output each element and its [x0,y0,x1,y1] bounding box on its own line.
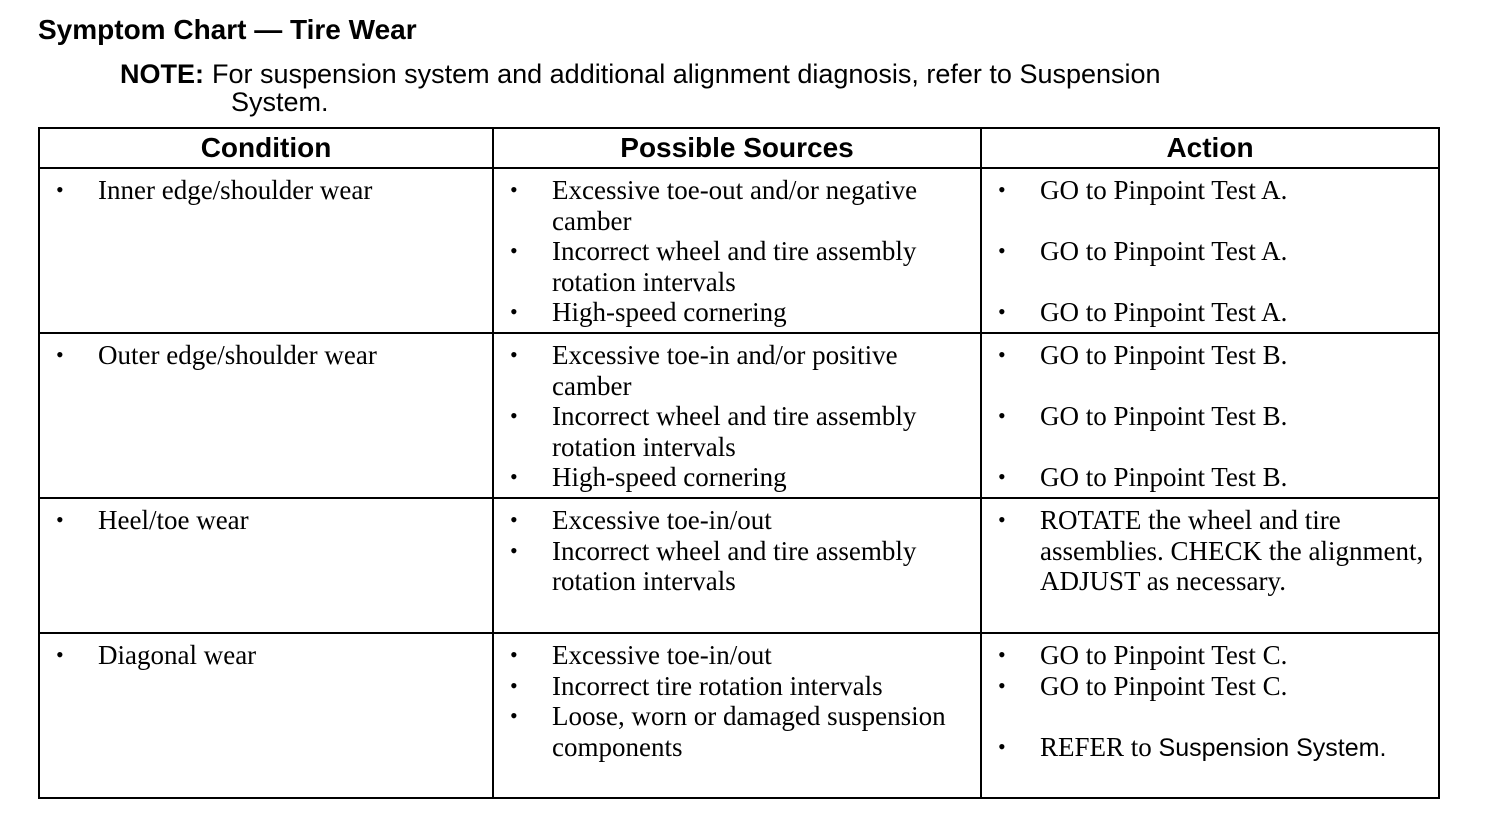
symptom-chart-table [38,127,1440,799]
condition-text: Heel/toe wear [98,505,249,535]
note-line-1 [120,60,1380,88]
action-cell [981,333,1439,498]
condition-text: Outer edge/shoulder wear [98,340,377,370]
action-cell [981,633,1439,798]
bullet: • [998,342,1006,367]
source-text: Incorrect wheel and tire assembly rotation intervals [552,236,917,297]
condition-text: Inner edge/shoulder wear [98,175,373,205]
source-text: Excessive toe-in/out [552,640,772,670]
bullet: • [56,177,64,202]
list-item [996,236,1432,267]
bullet: • [510,703,518,728]
bullet: • [510,342,518,367]
action-text: ROTATE the wheel and tire assemblies. CHECK the alignment, ADJUST as necessary. [1040,505,1424,596]
source-text: Excessive toe-in/out [552,505,772,535]
sources-cell [493,633,981,798]
list-item [54,505,486,536]
table-row [39,633,1439,798]
note-label: NOTE: [120,59,204,89]
bullet: • [998,177,1006,202]
header-possible-sources: Possible Sources [493,128,981,168]
sources-cell [493,333,981,498]
bullet: • [56,342,64,367]
source-text: Incorrect wheel and tire assembly rotation intervals [552,535,917,596]
condition-cell [39,168,493,333]
list-item [996,401,1432,432]
list-item [508,175,974,236]
bullet: • [510,299,518,324]
table-row [39,333,1439,498]
source-text: Excessive toe-in and/or positive camber [552,340,898,401]
source-text: Excessive toe-out and/or negative camber [552,175,918,236]
list-item [508,701,974,762]
bullet: • [998,299,1006,324]
bullet: • [510,537,518,563]
list-item [508,640,974,671]
list-item [996,671,1432,702]
list-item [996,505,1432,597]
bullet: • [56,642,64,667]
list-item [508,671,974,702]
sources-cell [493,168,981,333]
list-item [54,340,486,371]
list-item [508,536,974,597]
source-text: High-speed cornering [552,297,787,327]
bullet: • [998,238,1006,263]
header-condition: Condition [39,128,493,168]
bullet: • [998,403,1006,428]
action-text: GO to Pinpoint Test A. [1040,175,1288,205]
action-text: GO to Pinpoint Test A. [1040,297,1288,327]
list-item [996,732,1432,764]
bullet: • [510,672,518,698]
list-item [508,297,974,328]
list-item [54,175,486,206]
condition-cell [39,498,493,633]
condition-text: Diagonal wear [98,640,257,670]
table-row [39,498,1439,633]
list-item [996,340,1432,371]
bullet: • [998,507,1006,532]
action-text: GO to Pinpoint Test A. [1040,236,1288,266]
source-text: Loose, worn or damaged suspension components [552,701,946,762]
bullet: • [510,507,518,532]
list-item [996,640,1432,671]
list-item [508,340,974,401]
bullet: • [998,642,1006,667]
bullet: • [998,672,1006,698]
condition-cell [39,333,493,498]
page-title: Symptom Chart — Tire Wear [38,14,417,45]
list-item [508,462,974,493]
action-text: GO to Pinpoint Test B. [1040,462,1288,492]
source-text: Incorrect tire rotation intervals [552,670,883,701]
table-header-row [39,128,1439,168]
action-cell [981,498,1439,633]
list-item [508,401,974,462]
note-line-2: System. [231,87,329,117]
table-row [39,168,1439,333]
action-text: GO to Pinpoint Test C. [1040,670,1288,701]
action-text [1040,732,1432,764]
condition-cell [39,633,493,798]
list-item [996,462,1432,493]
list-item [996,175,1432,206]
bullet: • [510,177,518,202]
action-text: GO to Pinpoint Test B. [1040,340,1288,370]
refer-prefix: REFER to [1040,731,1152,762]
action-cell [981,168,1439,333]
bullet: • [510,403,518,428]
list-item [508,505,974,536]
list-item [996,297,1432,328]
action-text: GO to Pinpoint Test C. [1040,640,1288,670]
action-text: GO to Pinpoint Test B. [1040,401,1288,431]
bullet: • [510,464,518,489]
list-item [54,640,486,671]
bullet: • [998,733,1006,759]
bullet: • [998,464,1006,489]
bullet: • [56,507,64,532]
note-text-1: For suspension system and additional alignment diagnosis, refer to Suspension [212,59,1161,89]
sources-cell [493,498,981,633]
bullet: • [510,642,518,667]
list-item [508,236,974,297]
source-text: High-speed cornering [552,462,787,492]
header-action: Action [981,128,1439,168]
bullet: • [510,238,518,263]
note [120,60,1380,116]
refer-target: Suspension System. [1158,733,1387,762]
source-text: Incorrect wheel and tire assembly rotation intervals [552,401,917,462]
